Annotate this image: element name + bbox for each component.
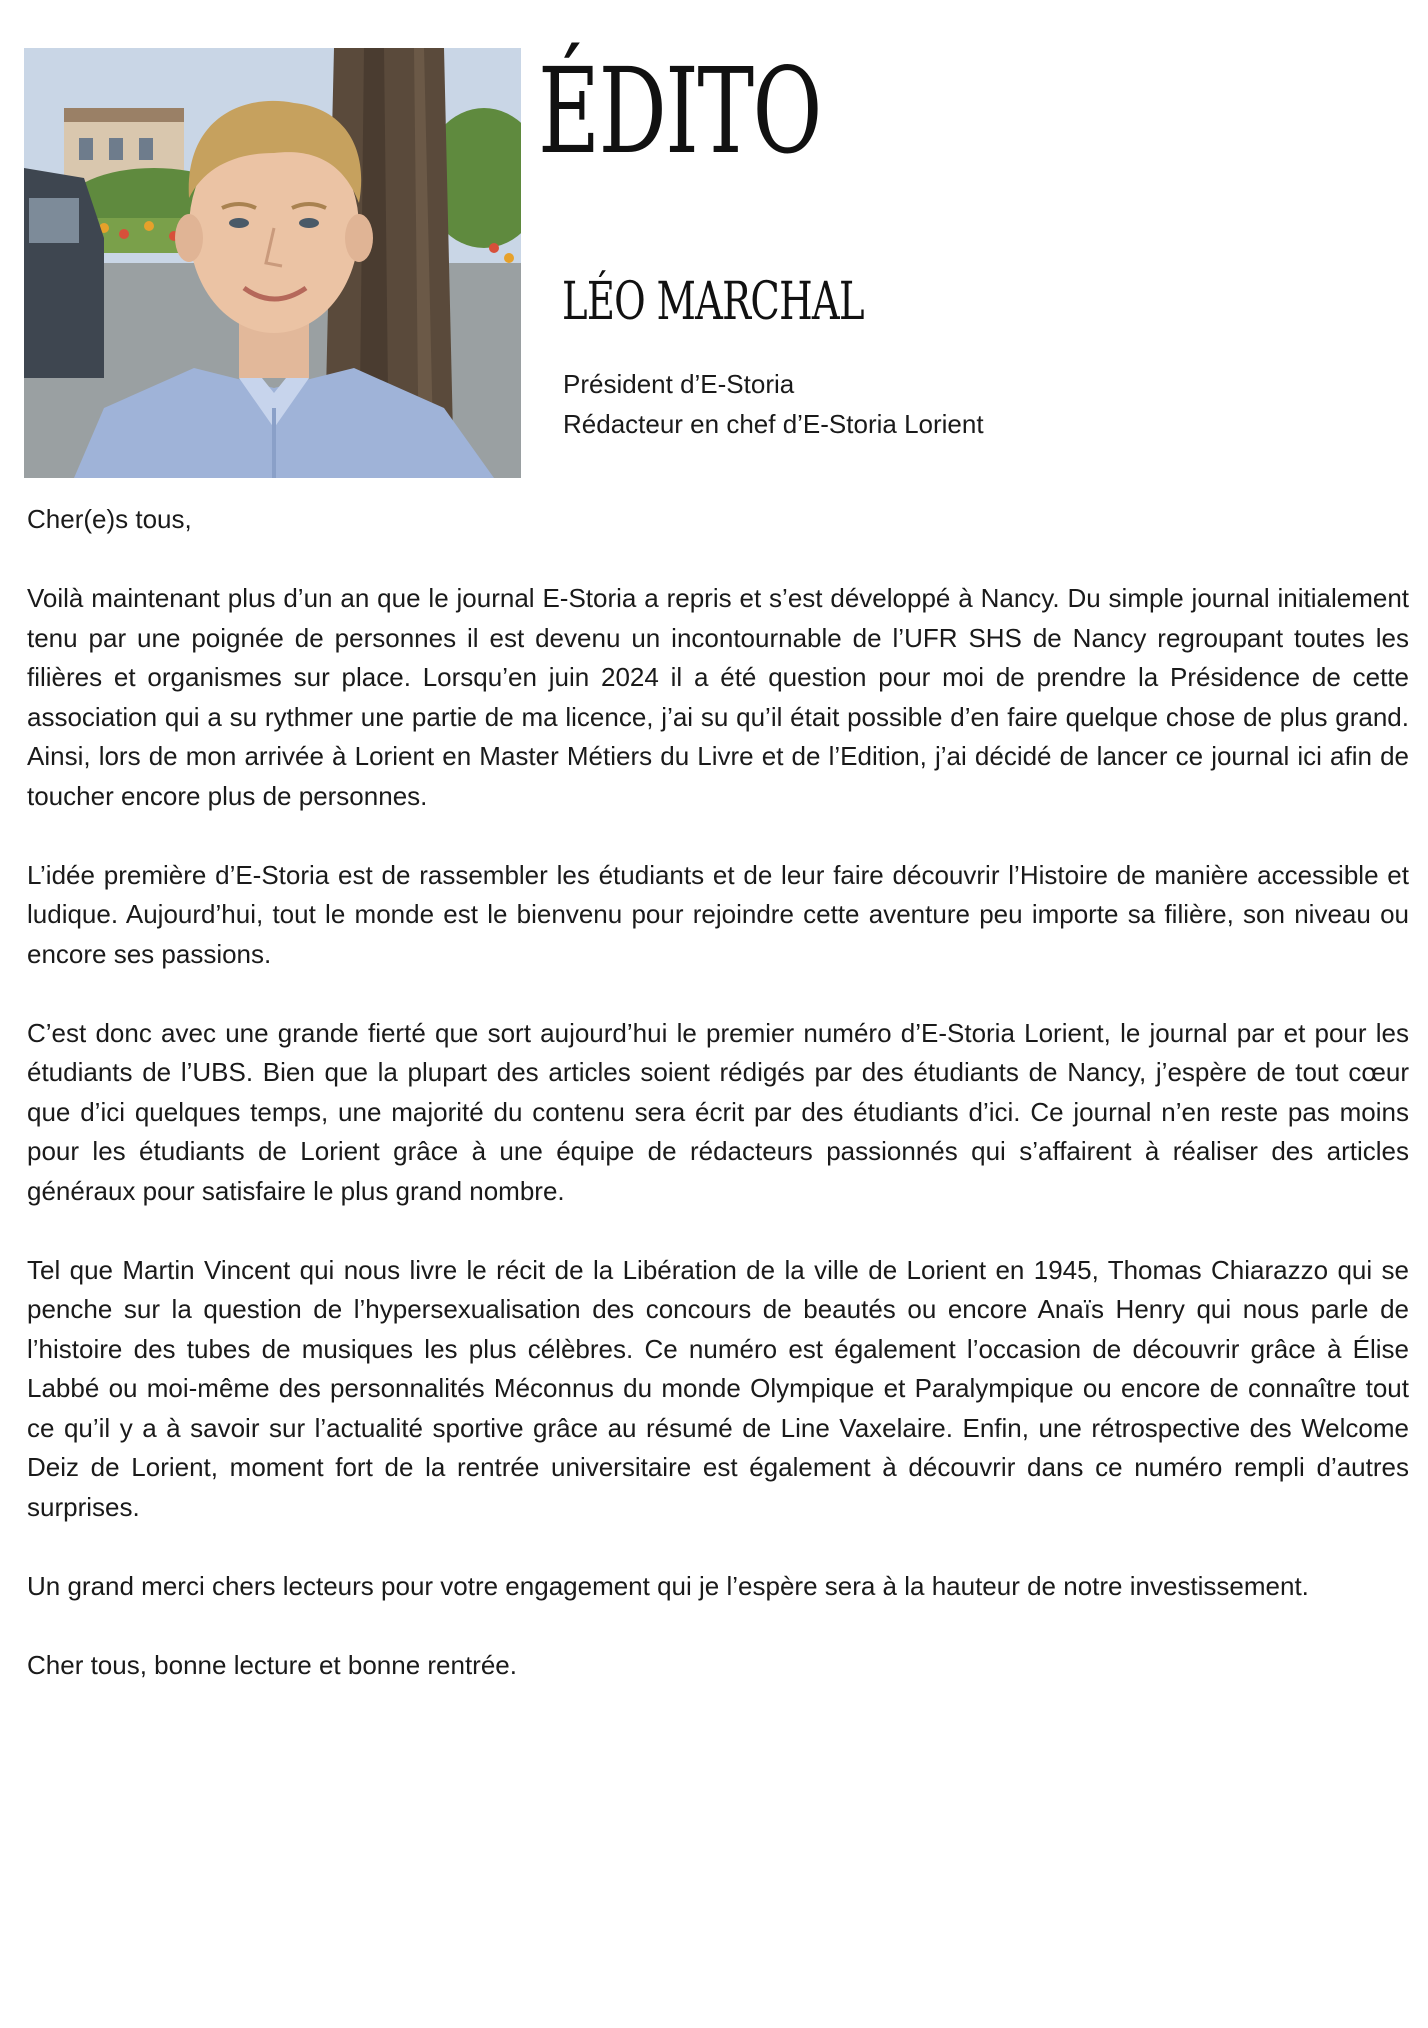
author-role-president: Président d’E-Storia	[563, 369, 795, 399]
page-title: ÉDITO	[538, 42, 821, 180]
paragraph: Un grand merci chers lecteurs pour votre engagement qui je l’espère sera à la hauteur de notre investissement.	[27, 1570, 1309, 1601]
paragraph: Voilà maintenant plus d’un an que le journal E-Storia a repris et s’est développé à Nancy. Du simple journal initialement tenu par une poignée de personnes il est devenu un incontournable de l’UFR SHS de Nancy regroupant toutes les filières et organismes sur place. Lorsqu’en juin 2024 il a été question pour moi de prendre la Présidence de cette association qui a su rythmer une partie de ma licence, j’ai su qu’il était possible d’en faire quelque chose de plus grand. Ainsi, lors de mon arrivée à Lorient en Master Métiers du Livre et de l’Edition, j’ai décidé de lancer ce journal ici afin de toucher encore plus de personnes.	[27, 583, 1409, 811]
editorial-body	[27, 500, 1409, 1725]
closing: Cher tous, bonne lecture et bonne rentrée.	[27, 1649, 517, 1680]
author-role-editor: Rédacteur en chef d’E-Storia Lorient	[563, 409, 984, 439]
author-portrait-photo	[24, 48, 521, 478]
author-name: LÉO MARCHAL	[562, 272, 864, 332]
author-photo	[24, 48, 521, 478]
greeting: Cher(e)s tous,	[27, 504, 192, 534]
paragraph: C’est donc avec une grande fierté que sort aujourd’hui le premier numéro d’E-Storia Lorient, le journal par et pour les étudiants de l’UBS. Bien que la plupart des articles soient rédigés par des étudiants de Nancy, j’espère de tout cœur que d’ici quelques temps, une majorité du contenu sera écrit par des étudiants d’ici. Ce journal n’en reste pas moins pour les étudiants de Lorient grâce à une équipe de rédacteurs passionnés qui s’affairent à réaliser des articles généraux pour satisfaire le plus grand nombre.	[27, 1017, 1409, 1206]
paragraph: L’idée première d’E-Storia est de rassembler les étudiants et de leur faire découvrir l’Histoire de manière accessible et ludique. Aujourd’hui, tout le monde est le bienvenu pour rejoindre cette aventure peu importe sa filière, son niveau ou encore ses passions.	[27, 859, 1409, 969]
paragraph: Tel que Martin Vincent qui nous livre le récit de la Libération de la ville de Lorient en 1945, Thomas Chiarazzo qui se penche sur la question de l’hypersexualisation des concours de beautés ou encore Anaïs Henry qui nous parle de l’histoire des tubes de musiques les plus célèbres. Ce numéro est également l’occasion de découvrir grâce à Élise Labbé ou moi-même des personnalités Méconnus du monde Olympique et Paralympique ou encore de connaître tout ce qu’il y a à savoir sur l’actualité sportive grâce au résumé de Line Vaxelaire. Enfin, une rétrospective des Welcome Deiz de Lorient, moment fort de la rentrée universitaire est également à découvrir dans ce numéro rempli d’autres surprises.	[27, 1254, 1409, 1522]
